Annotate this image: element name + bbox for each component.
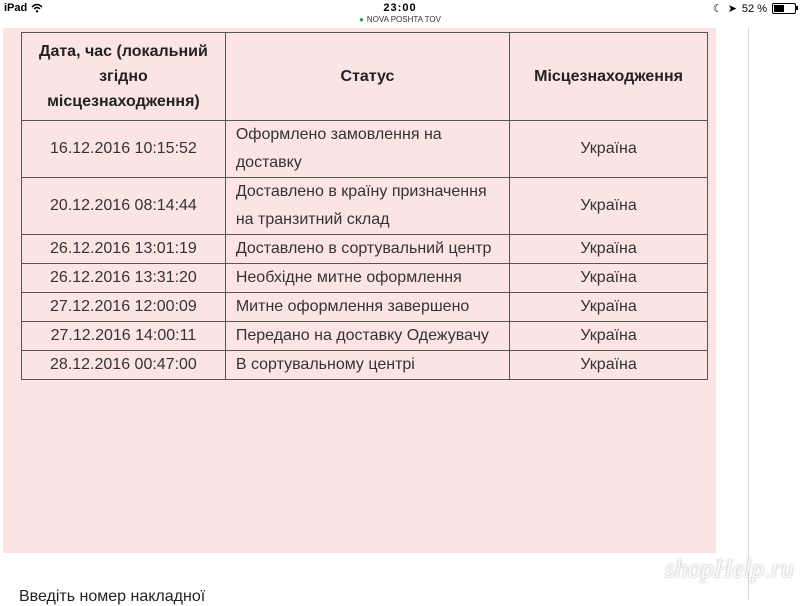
row-status: В сортувальному центрі — [225, 351, 509, 380]
site-indicator — [0, 15, 800, 24]
row-date: 28.12.2016 00:47:00 — [22, 351, 226, 380]
table-row — [22, 322, 708, 351]
divider — [748, 28, 749, 600]
table-header-row — [22, 33, 708, 121]
battery-icon — [772, 3, 796, 14]
row-date: 26.12.2016 13:31:20 — [22, 264, 226, 293]
site-name: NOVA POSHTA TOV — [366, 15, 441, 24]
status-right — [713, 2, 796, 15]
row-date: 16.12.2016 10:15:52 — [22, 121, 226, 178]
row-status: Доставлено в сортувальний центр — [225, 235, 509, 264]
table-row — [22, 293, 708, 322]
table-row — [22, 121, 708, 178]
battery-fill — [774, 5, 784, 12]
tracking-table — [21, 32, 708, 380]
row-date: 27.12.2016 12:00:09 — [22, 293, 226, 322]
header-location: Місцезнаходження — [510, 33, 708, 121]
row-location: Україна — [510, 121, 708, 178]
table-row — [22, 235, 708, 264]
row-status: Оформлено замовлення на доставку — [225, 121, 509, 178]
header-status: Статус — [225, 33, 509, 121]
table-row — [22, 264, 708, 293]
waybill-prompt-label: Введіть номер накладної — [19, 588, 206, 605]
row-location: Україна — [510, 322, 708, 351]
row-location: Україна — [510, 235, 708, 264]
row-date: 26.12.2016 13:01:19 — [22, 235, 226, 264]
row-status: Необхідне митне оформлення — [225, 264, 509, 293]
row-date: 27.12.2016 14:00:11 — [22, 322, 226, 351]
header-date: Дата, час (локальний згідно місцезнаходження) — [22, 33, 226, 121]
row-location: Україна — [510, 293, 708, 322]
battery-percent: 52 % — [741, 2, 767, 15]
row-status: Доставлено в країну призначення на транзитний склад — [225, 178, 509, 235]
table-row — [22, 351, 708, 380]
row-location: Україна — [510, 178, 708, 235]
lock-icon: ● — [359, 15, 364, 24]
status-bar — [0, 0, 800, 28]
row-date: 20.12.2016 08:14:44 — [22, 178, 226, 235]
moon-icon: ☾ — [712, 3, 723, 15]
clock: 23:00 — [383, 2, 417, 14]
watermark-logo: shopHelp.ru — [664, 554, 794, 583]
row-location: Україна — [510, 264, 708, 293]
page-content — [0, 28, 800, 600]
row-status: Митне оформлення завершено — [225, 293, 509, 322]
device-name: iPad — [4, 2, 28, 14]
row-status: Передано на доставку Одежувачу — [225, 322, 509, 351]
row-location: Україна — [510, 351, 708, 380]
location-arrow-icon: ➤ — [727, 3, 737, 15]
table-row — [22, 178, 708, 235]
